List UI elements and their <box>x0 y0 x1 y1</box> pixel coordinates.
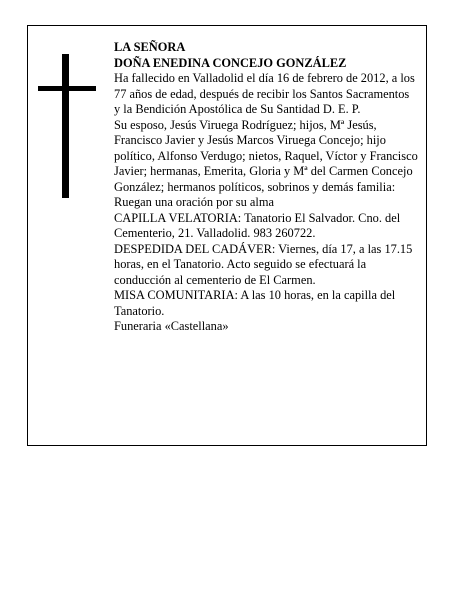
death-announcement: Ha fallecido en Valladolid el día 16 de febrero de 2012, a los 77 años de edad, después de recibir los Santos Sacramentos y la Bendición Apostólica de Su Santidad D. E. P. <box>114 71 415 116</box>
obituary-text <box>114 40 418 335</box>
wake-chapel-info: CAPILLA VELATORIA: Tanatorio El Salvador. Cno. del Cementerio, 21. Valladolid. 983 260722. <box>114 210 401 240</box>
cross-horizontal-bar <box>38 86 96 91</box>
family-list: Su esposo, Jesús Viruega Rodríguez; hijos, Mª Jesús, Francisco Javier y Jesús Marcos Viruega Concejo; hijo político, Alfonso Verdugo; nietos, Raquel, Víctor y Francisco Javier; hermanas, Emerita, Gloria y Mª del Carmen Concejo González; hermanos políticos, sobrinos y demás familia: <box>114 117 418 194</box>
funeral-procession-info: DESPEDIDA DEL CADÁVER: Viernes, día 17, a las 17.15 horas, en el Tanatorio. Acto seguido se efectuará la conducción al cementerio de El Carmen. <box>114 241 413 287</box>
community-mass-info: MISA COMUNITARIA: A las 10 horas, en la capilla del Tanatorio. <box>114 288 396 318</box>
cross-vertical-bar <box>62 54 69 198</box>
cross-icon <box>38 54 96 198</box>
deceased-title: LA SEÑORA <box>114 40 186 54</box>
deceased-name: DOÑA ENEDINA CONCEJO GONZÁLEZ <box>114 55 347 70</box>
prayer-request: Ruegan una oración por su alma <box>114 195 274 209</box>
funeral-home: Funeraria «Castellana» <box>114 319 229 333</box>
